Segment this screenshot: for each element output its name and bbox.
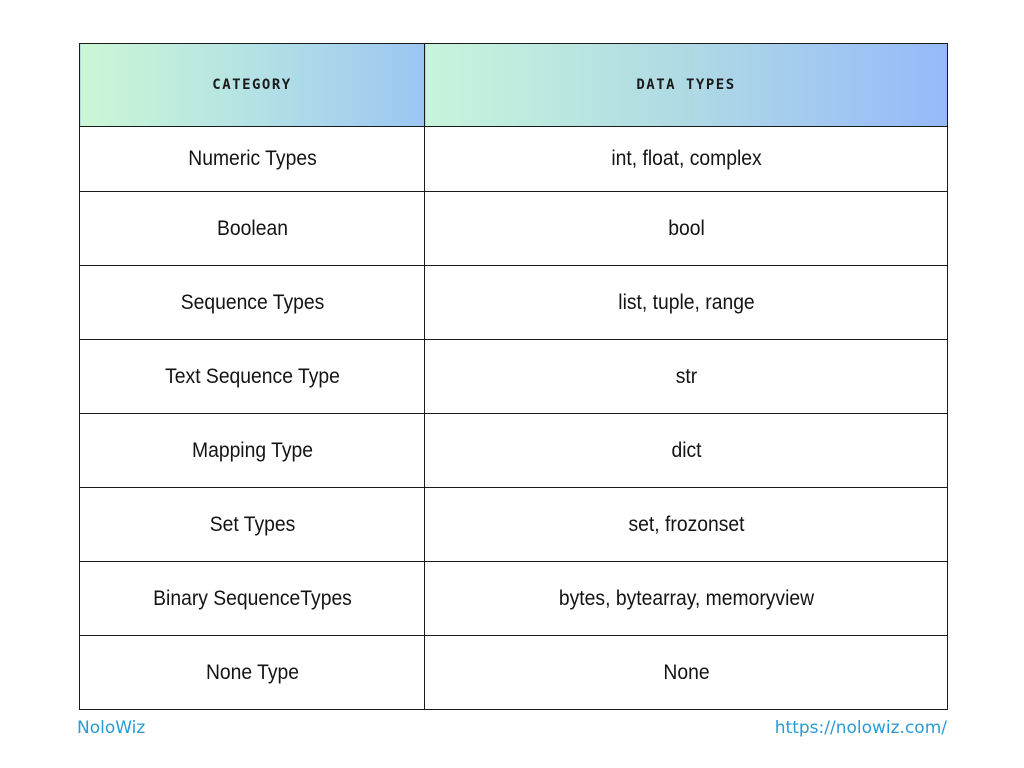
- table-row: [80, 192, 948, 266]
- category-cell: Mapping Type: [93, 414, 410, 488]
- header-data-types: DATA TYPES: [425, 44, 948, 127]
- table-row: [80, 636, 948, 710]
- category-cell: Text Sequence Type: [93, 340, 410, 414]
- category-cell: Numeric Types: [93, 127, 410, 192]
- data-types-cell: int, float, complex: [445, 127, 926, 192]
- data-types-cell: list, tuple, range: [445, 266, 926, 340]
- table-header: [80, 44, 948, 127]
- category-cell: Binary SequenceTypes: [93, 562, 410, 636]
- category-cell: Set Types: [93, 488, 410, 562]
- brand-name: NoloWiz: [77, 718, 146, 738]
- category-cell: Sequence Types: [93, 266, 410, 340]
- table-body: [80, 127, 948, 710]
- table-row: [80, 340, 948, 414]
- data-types-table: [79, 43, 948, 710]
- data-types-cell: str: [445, 340, 926, 414]
- data-types-cell: set, frozonset: [445, 488, 926, 562]
- header-category: CATEGORY: [80, 44, 425, 127]
- table-row: [80, 488, 948, 562]
- data-types-cell: bytes, bytearray, memoryview: [445, 562, 926, 636]
- category-cell: None Type: [93, 636, 410, 710]
- table-row: [80, 266, 948, 340]
- website-url[interactable]: https://nolowiz.com/: [774, 718, 947, 738]
- header-row: [80, 44, 948, 127]
- data-types-cell: dict: [445, 414, 926, 488]
- data-types-cell: None: [445, 636, 926, 710]
- table-row: [80, 127, 948, 192]
- category-cell: Boolean: [93, 192, 410, 266]
- table-row: [80, 414, 948, 488]
- table-row: [80, 562, 948, 636]
- data-types-table-container: [79, 43, 947, 710]
- data-types-cell: bool: [445, 192, 926, 266]
